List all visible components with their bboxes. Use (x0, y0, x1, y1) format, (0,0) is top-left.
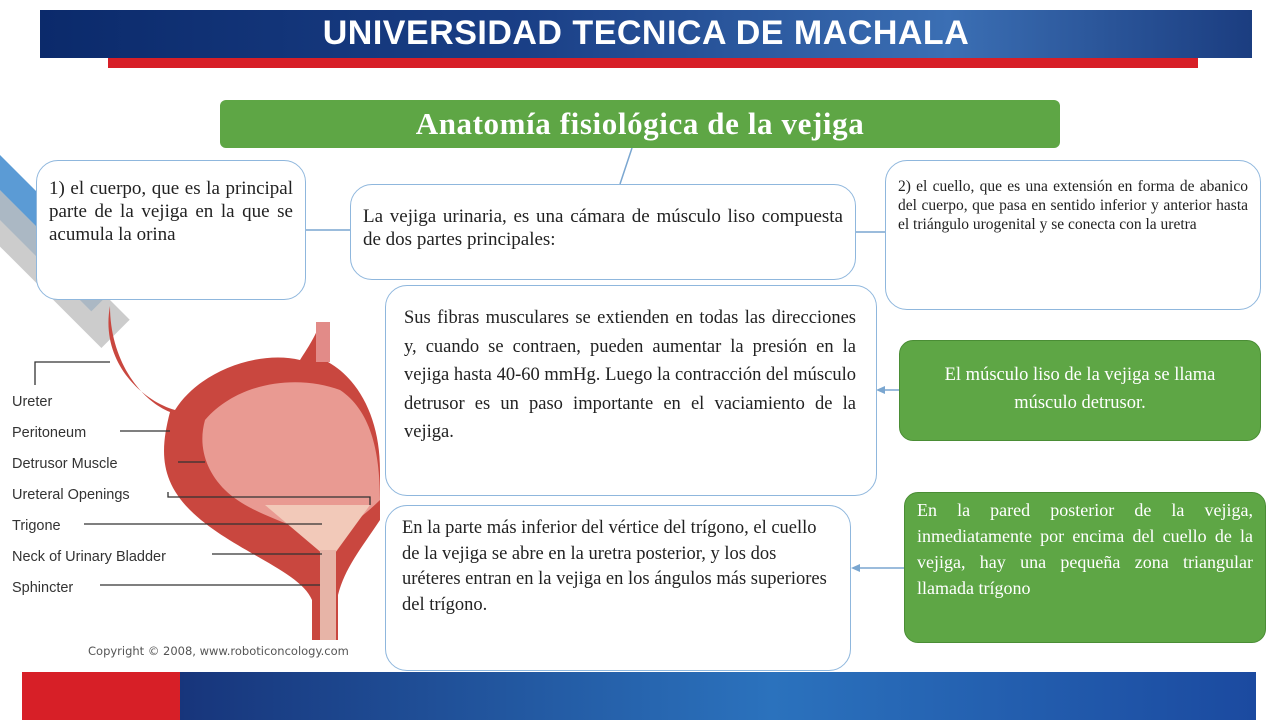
footer-bar (180, 672, 1256, 720)
neck-shape (320, 550, 336, 640)
label-ureter: Ureter (12, 394, 53, 410)
detrusor-note-box: El músculo liso de la vejiga se llama músculo detrusor. (899, 340, 1261, 441)
topic-banner: Anatomía fisiológica de la vejiga (220, 100, 1060, 148)
bladder-illustration (0, 300, 380, 672)
label-peritoneum: Peritoneum (12, 425, 87, 441)
arrow-head-trigone (851, 564, 860, 572)
bladder-drawing (0, 300, 380, 672)
ureter-shape (316, 322, 330, 362)
label-sphincter: Sphincter (12, 580, 74, 596)
bladder-body-box: 1) el cuerpo, que es la principal parte de la vejiga en la que se acumula la orina (36, 160, 306, 300)
label-detrusor-muscle: Detrusor Muscle (12, 456, 118, 472)
label-neck-of-urinary-bladder: Neck of Urinary Bladder (12, 549, 166, 565)
posterior-wall-note-box: En la pared posterior de la vejiga, inmediatamente por encima del cuello de la vejiga, hay una pequeña zona triangular llamada trígono (904, 492, 1266, 643)
label-trigone: Trigone (12, 518, 61, 534)
connector-topic-intro (620, 148, 632, 184)
label-ureteral-openings: Ureteral Openings (12, 487, 130, 503)
bladder-intro-box: La vejiga urinaria, es una cámara de músculo liso compuesta de dos partes principales: (350, 184, 856, 280)
university-title: UNIVERSIDAD TECNICA DE MACHALA (322, 14, 970, 52)
copyright-text: Copyright © 2008, www.roboticoncology.com (88, 644, 349, 658)
bladder-neck-box: 2) el cuello, que es una extensión en forma de abanico del cuerpo, que pasa en sentido inferior y anterior hasta el triángulo urogenital y se conecta con la uretra (885, 160, 1261, 310)
trigone-box: En la parte más inferior del vértice del trígono, el cuello de la vejiga se abre en la uretra posterior, y los dos uréteres entran en la vejiga en los ángulos más superiores del trígono. (385, 505, 851, 671)
arrow-head-fibers (876, 386, 885, 394)
footer-accent-block (22, 672, 180, 720)
muscle-fibers-box: Sus fibras musculares se extienden en todas las direcciones y, cuando se contraen, pueden aumentar la presión en la vejiga hasta 40-60 mmHg. Luego la contracción del músculo detrusor es un paso importante en el vaciamiento de la vejiga. (385, 285, 877, 496)
